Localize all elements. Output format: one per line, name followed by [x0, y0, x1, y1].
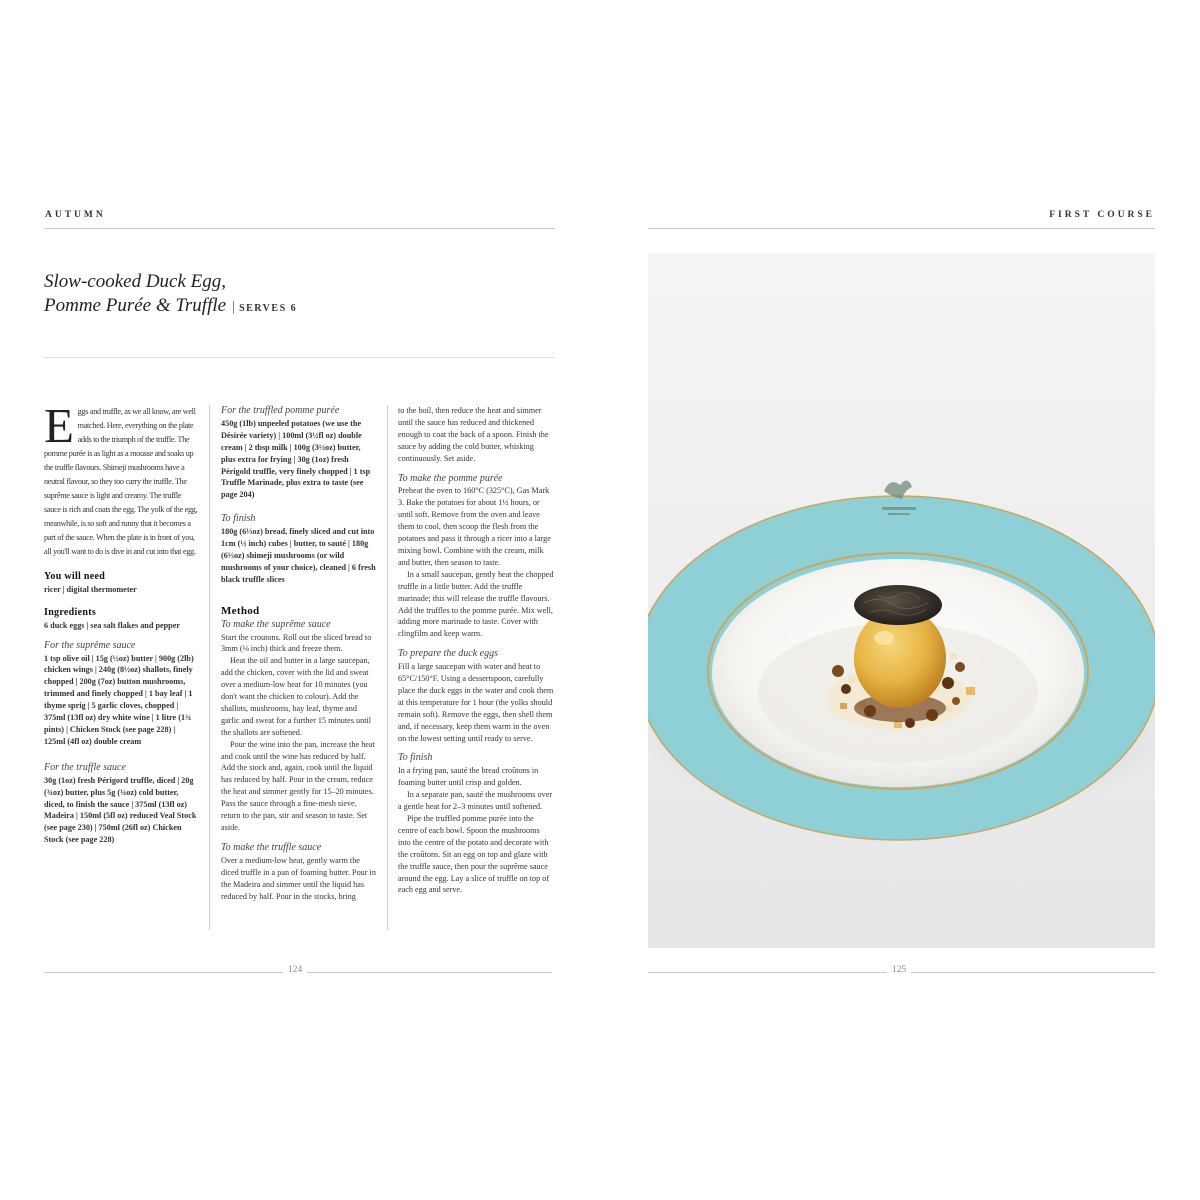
running-head-right: FIRST COURSE [1049, 210, 1155, 220]
method-supreme-heading: To make the suprême sauce [221, 618, 331, 630]
method-egg-heading: To prepare the duck eggs [398, 648, 498, 660]
header-rule-right [648, 228, 1155, 229]
supreme-sauce-ingredients: 1 tsp olive oil | 15g (½oz) butter | 900g (2lb) chicken wings | 240g (8½oz) shallots, finely chopped | 200g (7oz) button mushrooms, trimmed and finely chopped | 1 bay leaf | 1 thyme sprig | 5 garlic cloves, chopped | 375ml (13fl oz) dry white wine | 1 litre (1¾ pints) | Chicken Stock (see page 228) | 125ml (4fl oz) double cream [44, 653, 194, 746]
method-pomme-step-1: Preheat the oven to 160°C (325°C), Gas Mark 3. Bake the potatoes for about 1½ hours, or until soft. Remove from the oven and leave them to cool, then scoop the flesh from the potatoes and pass it through a ricer into a large mixing bowl. Combine with the cream, milk and butter, then season to taste. [398, 486, 551, 567]
method-finish-step-1: In a frying pan, sauté the bread croûtons in foaming butter until crisp and golden. [398, 766, 539, 788]
method-finish-step-3: Pipe the truffled pomme purée into the centre of each bowl. Spoon the mushrooms into the centre of the potato and decorate with the croûtons. Sit an egg on top and glaze with the truffle sauce, then pour the suprême sauce around the egg. Lay a slice of truffle on top of each egg and serve. [398, 814, 550, 895]
column-divider-1 [209, 405, 210, 930]
column-divider-2 [387, 405, 388, 930]
intro-paragraph [44, 398, 198, 559]
finish-ingredients-heading: To finish [221, 513, 256, 525]
recipe-title-line2-wrap [44, 294, 297, 321]
pomme-puree-ingredients: 450g (1lb) unpeeled potatoes (we use the Désirée variety) | 100ml (3½fl oz) double cream | 2 tbsp milk | 100g (3½oz) butter, plus extra for frying | 30g (1oz) fresh Périgold truffle, very finely chopped | 1 tsp Truffle Marinade, plus extra to taste (see page 204) [221, 418, 371, 500]
serves-label: SERVES 6 [239, 303, 298, 314]
truffle-sauce-ingredients: 30g (1oz) fresh Périgord truffle, diced | 20g (¾oz) butter, plus 5g (¼oz) cold butter, diced, to finish the sauce | 375ml (13fl oz) Madeira | 150ml (5fl oz) reduced Veal Stock (see page 230) | 750ml (26fl oz) Chicken Stock (see page 228) [44, 775, 197, 845]
method-finish-heading: To finish [398, 752, 433, 764]
running-head-left: AUTUMN [45, 210, 106, 220]
method-finish-step-2: In a separate pan, sauté the mushrooms over a gentle heat for 2–3 minutes until softened. [398, 790, 553, 812]
method-truffle-step-1: Over a medium-low heat, gently warm the diced truffle in a pan of foaming butter. Pour in the Madeira and simmer until the liquid has reduced by half. Pour in the stocks, bring [221, 855, 376, 901]
title-separator: | [232, 299, 236, 315]
column-2 [221, 405, 376, 902]
drop-cap: E [44, 398, 74, 453]
you-will-need-heading: You will need [44, 571, 106, 582]
pomme-puree-heading: For the truffled pomme purée [221, 405, 340, 416]
recipe-title-line1: Slow-cooked Duck Egg, [44, 271, 227, 292]
method-supreme-step-1: Start the croutons. Roll out the sliced bread to 3mm (⅛ inch) thick and freeze them. [221, 632, 372, 654]
intro-text: ggs and truffle, as we all know, are well matched. Here, everything on the plate adds to the triumph of the truffle. The pomme purée is as light as a mousse and soaks up the truffle flavours. Shimeji mushrooms have a neutral flavour, so they too carry the truffle. The suprême sauce is light and creamy. The truffle sauce is rich and coats the egg. The yolk of the egg, meanwhile, is so soft and runny that it becomes a part of the sauce. When the plate is in front of you, all you'll want to do is dive in and cut into that egg. [44, 407, 198, 556]
header-rule-left [44, 228, 555, 229]
column-3 [398, 405, 554, 896]
method-supreme-step-3: Pour the wine into the pan, increase the heat and cook until the wine has reduced by half. Add the stock and, again, cook until the liquid has reduced by half. Pour in the cream, reduce the heat and simmer gently for 15–20 minutes. Pass the sauce through a fine-mesh sieve, return to the pan, stir and season to taste. Set aside. [221, 739, 375, 832]
dish-photo [648, 253, 1155, 948]
finish-ingredients: 180g (6⅓oz) bread, finely sliced and cut into 1cm (½ inch) cubes | butter, to sauté | 180g (6⅓oz) shimeji mushrooms (or wild mushrooms of your choice), cleaned | 6 fresh black truffle slices [221, 527, 376, 584]
recipe-title [44, 270, 297, 321]
method-heading: Method [221, 604, 260, 617]
method-truffle-heading: To make the truffle sauce [221, 841, 322, 853]
plated-duck-egg-icon [648, 253, 1155, 948]
title-rule [44, 357, 555, 358]
you-will-need-list: ricer | digital thermometer [44, 584, 137, 594]
method-pomme-heading: To make the pomme purée [398, 472, 503, 484]
ingredients-main: 6 duck eggs | sea salt flakes and pepper [44, 620, 181, 630]
page-number-right: 125 [887, 965, 911, 975]
truffle-sauce-heading: For the truffle sauce [44, 761, 126, 773]
method-pomme-step-2: In a small saucepan, gently heat the chopped truffle in a little butter. Add the truffle marinade; this will release the truffle flavours. Add the truffles to the pomme purée. Mix well, adding more marinade to taste. Cover with clingfilm and keep warm. [398, 569, 554, 639]
ingredients-heading: Ingredients [44, 606, 97, 618]
right-page [600, 0, 1200, 1200]
recipe-title-line2: Pomme Purée & Truffle [44, 295, 227, 316]
page-number-left: 124 [283, 965, 307, 975]
method-egg-step-1: Fill a large saucepan with water and heat to 65°C/150°F. Using a dessertspoon, carefully place the duck eggs in the water and cook them at this temperature for 1 hour (the yolks should remain soft). Remove the eggs, then shell them and, if necessary, keep them warm in the oven on the lowest setting until ready to serve. [398, 662, 554, 743]
method-truffle-continued: to the boil, then reduce the heat and simmer until the sauce has reduced and thickened enough to coat the back of a spoon. Finish the sauce by adding the cold butter, whisking continuously. Set aside. [398, 406, 549, 463]
column-1 [44, 398, 198, 846]
supreme-sauce-heading: For the suprême sauce [44, 639, 136, 651]
method-supreme-step-2: Heat the oil and butter in a large saucepan, add the chicken, cover with the lid and sweat over a medium-low heat for 10 minutes (you don't want the chicken to colour). Add the shallots, mushrooms, bay leaf, thyme and garlic and sweat for a further 15 minutes until the shallots are softened. [221, 656, 372, 737]
